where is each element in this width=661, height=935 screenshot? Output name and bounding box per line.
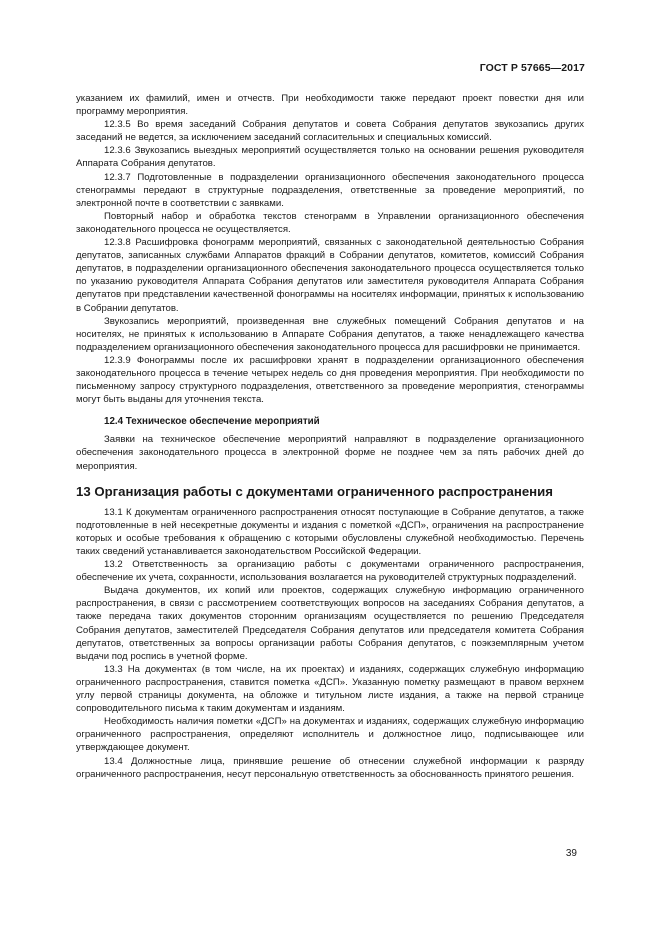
paragraph-12-3-7: 12.3.7 Подготовленные в подразделении организационного обеспечения законодательного процесса стенограммы передают в структурные подразделения, ответственные за проведение мероприятий, по электронной почте в соответствии с заявками. (76, 171, 584, 209)
page-number: 39 (565, 848, 577, 859)
paragraph-12-3-5: 12.3.5 Во время заседаний Собрания депутатов и совета Собрания депутатов звукозапись других заседаний не ведется, за исключением заседаний согласительных и специальных комиссий. (76, 119, 584, 144)
document-body (76, 92, 584, 781)
paragraph-13-3: 13.3 На документах (в том числе, на их проектах) и изданиях, содержащих служебную информацию ограниченного распространения, ставится пометка «ДСП». Указанную пометку размещают в правом верхнем углу первой страницы документа, на обложке и титульном листе издания, а также на первой странице сопроводительного письма к таким документам и изданиям. (76, 663, 584, 715)
paragraph-12-3-9: 12.3.9 Фонограммы после их расшифровки хранят в подразделении организационного обеспечения законодательного процесса в течение четырех недель со дня проведения мероприятия. При необходимости по письменному запросу структурного подразделения, ответственного за проведение мероприятия, стенограммы могут быть выданы для уточнения текста. (76, 354, 584, 406)
paragraph-13-2: 13.2 Ответственность за организацию работы с документами ограниченного распространения, обеспечение их учета, сохранности, использования возлагается на руководителей структурных подразделений. (76, 559, 584, 584)
paragraph-13-1: 13.1 К документам ограниченного распространения относят поступающие в Собрание депутатов, а также подготовленные в ней несекретные документы и издания с пометкой «ДСП», ограничения на распространение которых и особые требования к обращению с которыми обусловлены служебной необходимостью. Перечень таких сведений устанавливается законодательством Российской Федерации. (76, 506, 584, 557)
subsection-text: Заявки на техническое обеспечение мероприятий направляют в подразделение организационного обеспечения законодательного процесса в электронной форме не позднее чем за пять рабочих дней до мероприятия. (76, 434, 584, 472)
standard-header: ГОСТ Р 57665—2017 (479, 62, 585, 74)
paragraph: Повторный набор и обработка текстов стенограмм в Управлении организационного обеспечения законодательного процесса не осуществляется. (76, 210, 584, 235)
paragraph: Необходимость наличия пометки «ДСП» на документах и изданиях, содержащих служебную информацию ограниченного распространения, определяют исполнитель и должностное лицо, подписывающее или утверждающее документ. (76, 716, 584, 754)
section-title: 13 Организация работы с документами ограниченного распространения (76, 483, 553, 499)
subsection-title: 12.4 Техническое обеспечение мероприятий (104, 416, 320, 428)
paragraph: Звукозапись мероприятий, произведенная вне служебных помещений Собрания депутатов и на носителях, не принятых к использованию в Аппарате Собрания депутатов, а также ненадлежащего качества подразделением организационного обеспечения законодательного процесса для расшифровки не принимается. (76, 315, 584, 353)
paragraph-12-3-6: 12.3.6 Звукозапись выездных мероприятий осуществляется только на основании решения руководителя Аппарата Собрания депутатов. (76, 145, 584, 170)
paragraph-12-3-8: 12.3.8 Расшифровка фонограмм мероприятий, связанных с законодательной деятельностью Собрания депутатов, записанных службами Аппаратов фракций в Собрании депутатов, комитетов, комиссий Собрания депутатов, в подразделении организационного обеспечения законодательного процесса осуществляется только по указанию руководителя Аппарата Собрания депутатов или заместителя руководителя Аппарата Собрания депутатов при представлении качественной фонограммы на носителях информации, принятых к использованию в Собрании депутатов. (76, 237, 584, 314)
paragraph: Выдача документов, их копий или проектов, содержащих служебную информацию ограниченного распространения, в связи с рассмотрением соответствующих вопросов на заседаниях Собрания депутатов, а также передача таких документов сторонним организациям осуществляется по решению Председателя Собрания депутатов, заместителей Председателя Собрания депутатов или председателя комитета Собрания депутатов, ответственных за вопросы организации работы Собрания депутатов, с поэкземплярным учетом выдачи под роспись в учетной форме. (76, 585, 584, 662)
paragraph-13-4: 13.4 Должностные лица, принявшие решение об отнесении служебной информации к разряду ограниченного распространения, несут персональную ответственность за обоснованность принятого решения. (76, 755, 584, 780)
paragraph: указанием их фамилий, имен и отчеств. При необходимости также передают проект повестки дня или программу мероприятия. (76, 93, 584, 118)
